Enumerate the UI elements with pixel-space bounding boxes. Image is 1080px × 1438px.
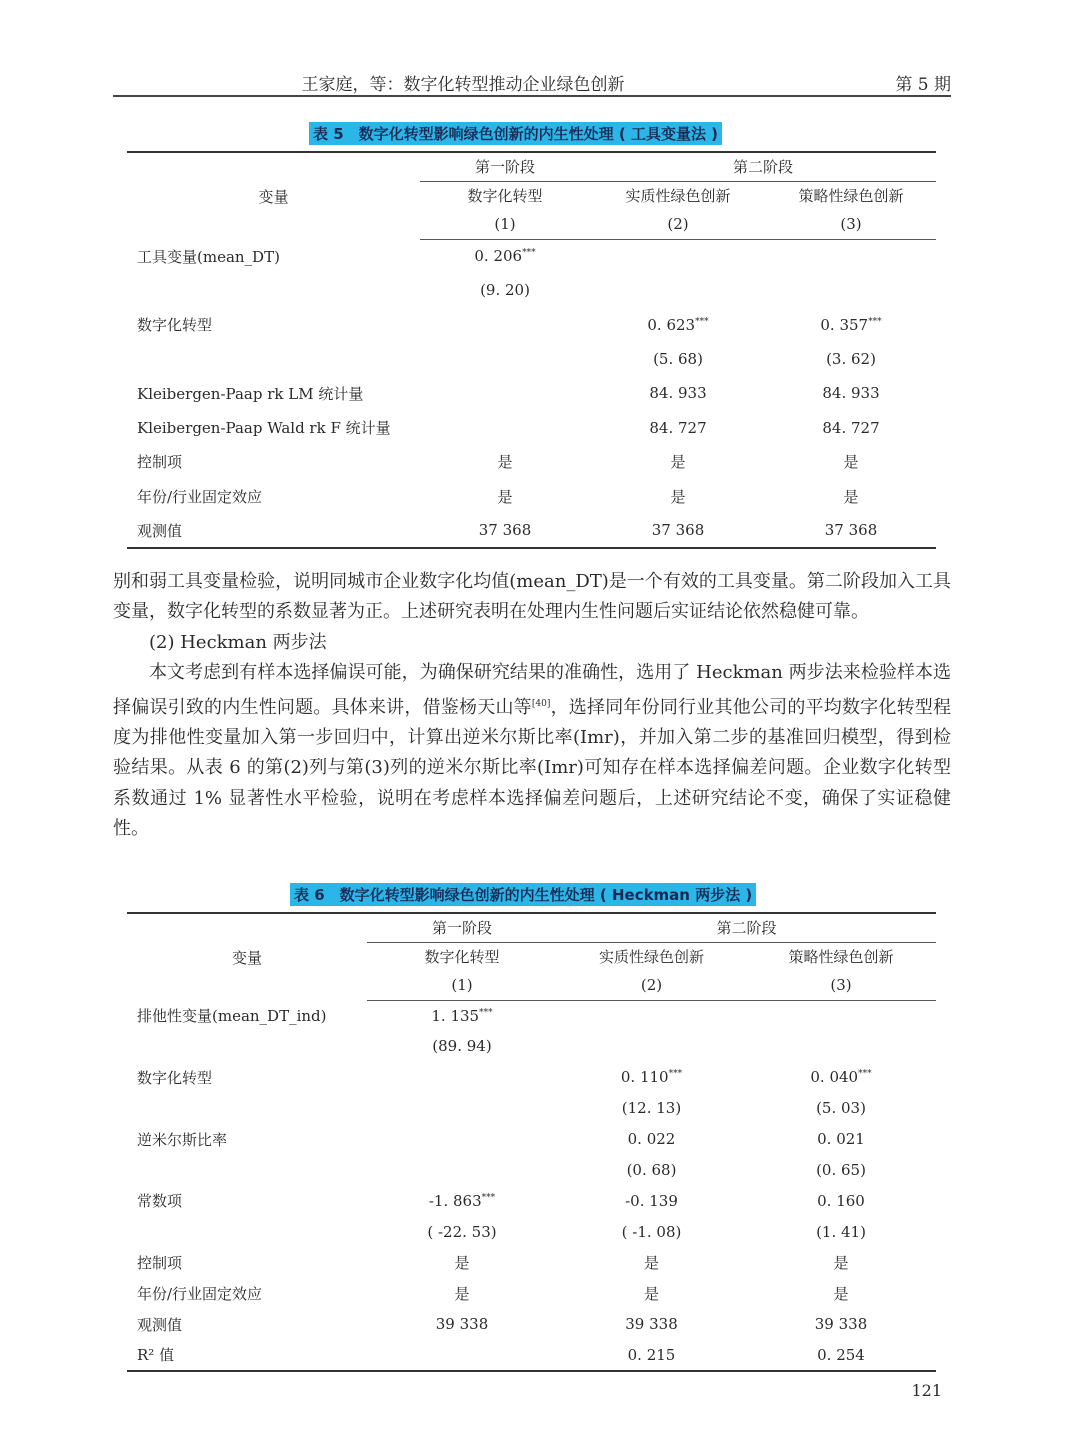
table6-cell-2 bbox=[557, 1124, 746, 1155]
table5-cell-value: 37 368 bbox=[824, 521, 878, 540]
table6-cell-1 bbox=[367, 1185, 557, 1216]
table5-stage1: 第一阶段 bbox=[420, 152, 590, 181]
table5-cell-3 bbox=[766, 445, 936, 479]
table6-caption: 表 6 数字化转型影响绿色创新的内生性处理 ( Heckman 两步法 ) bbox=[290, 883, 756, 906]
table6-cell-value: ( -22. 53) bbox=[427, 1222, 497, 1241]
table6-cell-value: -0. 139 bbox=[625, 1191, 678, 1210]
table5-cell-3 bbox=[766, 376, 936, 410]
table6-cell-2 bbox=[557, 1309, 746, 1340]
section-heading: (2) Heckman 两步法 bbox=[149, 631, 327, 653]
table6-cell-1 bbox=[367, 1062, 557, 1093]
table5-row-label bbox=[127, 273, 420, 307]
table6-cell-value: 39 338 bbox=[625, 1315, 678, 1334]
table5-cell-3 bbox=[766, 513, 936, 547]
table6-cell-value: 是 bbox=[454, 1284, 470, 1303]
table6-cell-2 bbox=[557, 1278, 746, 1309]
table5-cell-value: 是 bbox=[497, 453, 513, 472]
table5-cell-2 bbox=[590, 410, 766, 444]
paragraph-1: 别和弱工具变量检验，说明同城市企业数字化均值(mean_DT)是一个有效的工具变量。第二阶段加入工具变量，数字化转型的系数显著为正。上述研究表明在处理内生性问题后实证结论依然稳健可靠。 bbox=[113, 571, 951, 623]
running-title: 王家庭，等：数字化转型推动企业绿色创新 bbox=[301, 75, 625, 95]
table5-significance-stars: *** bbox=[868, 316, 882, 327]
table6-cell-2 bbox=[557, 1216, 746, 1247]
table5-cell-1 bbox=[420, 376, 590, 410]
table6-cell-value: 39 338 bbox=[814, 1315, 868, 1334]
table6-cell-value: 0. 215 bbox=[627, 1345, 676, 1364]
table6-n3: (3) bbox=[746, 971, 936, 1000]
table6-col1: 数字化转型 bbox=[424, 948, 500, 967]
table6-significance-stars: *** bbox=[479, 1007, 493, 1018]
table6-cell-1 bbox=[367, 1278, 557, 1309]
table6-row bbox=[127, 1309, 936, 1340]
table6-cell-value: 是 bbox=[833, 1284, 849, 1303]
table6-row bbox=[127, 1093, 936, 1124]
table6-col2: 实质性绿色创新 bbox=[598, 948, 704, 967]
table6-cell-3 bbox=[746, 1247, 936, 1278]
table6-cell-1 bbox=[367, 1031, 557, 1062]
table6-cell-1 bbox=[367, 1000, 557, 1031]
table6-cell-value: 0. 040 bbox=[810, 1068, 859, 1087]
table6 bbox=[127, 912, 936, 1372]
table5-row bbox=[127, 513, 936, 547]
table6-n2: (2) bbox=[557, 971, 746, 1000]
table6-cell-3 bbox=[746, 1093, 936, 1124]
table5-col1: 数字化转型 bbox=[467, 187, 543, 206]
table5-row-label bbox=[127, 342, 420, 376]
table5-significance-stars: *** bbox=[522, 248, 536, 259]
table6-row-label: 年份/行业固定效应 bbox=[137, 1284, 263, 1303]
table6-cell-2 bbox=[557, 1154, 746, 1185]
table6-stage1: 第一阶段 bbox=[367, 913, 557, 942]
table6-cell-3 bbox=[746, 1000, 936, 1031]
table5-col3: 策略性绿色创新 bbox=[798, 187, 904, 206]
table5-cell-2 bbox=[590, 273, 766, 307]
table5-stage2: 第二阶段 bbox=[590, 152, 936, 181]
table6-row-label: 数字化转型 bbox=[137, 1068, 213, 1087]
table5-row bbox=[127, 410, 936, 444]
table6-cell-value: 是 bbox=[643, 1284, 659, 1303]
table6-significance-stars: *** bbox=[668, 1069, 683, 1080]
table6-cell-2 bbox=[557, 1062, 746, 1093]
table5-cell-1 bbox=[420, 513, 590, 547]
table6-cell-value: (0. 68) bbox=[626, 1160, 677, 1179]
table5-cell-value: 是 bbox=[497, 487, 513, 506]
table5-row-label: 数字化转型 bbox=[137, 316, 213, 335]
table6-row bbox=[127, 1340, 936, 1371]
table6-cell-2 bbox=[557, 1185, 746, 1216]
table6-row bbox=[127, 1124, 936, 1155]
table5-cell-2 bbox=[590, 308, 766, 342]
table6-row bbox=[127, 1278, 936, 1309]
table5-n3: (3) bbox=[766, 210, 936, 239]
table6-row bbox=[127, 1031, 936, 1062]
table6-cell-1 bbox=[367, 1124, 557, 1155]
table6-cell-value: 0. 254 bbox=[817, 1345, 865, 1364]
table5-row bbox=[127, 273, 936, 307]
table6-cell-value: 0. 110 bbox=[620, 1068, 669, 1087]
table6-row bbox=[127, 1062, 936, 1093]
paragraph-2-part-a: 本文考虑到有样本选择偏误可能，为确保研究结果的准确性，选用了 Heckman 两步法来检验样本选择偏误引致的内生性问题。具体来讲，借鉴杨天山等 bbox=[113, 662, 951, 718]
table5-cell-1 bbox=[420, 273, 590, 307]
table5-cell-value: 是 bbox=[843, 487, 859, 506]
table5-cell-2 bbox=[590, 239, 766, 273]
table6-var-header: 变量 bbox=[127, 913, 367, 1000]
table6-row-label: 排他性变量(mean_DT_ind) bbox=[137, 1006, 327, 1025]
table6-significance-stars: *** bbox=[858, 1069, 872, 1080]
table5-cell-1 bbox=[420, 445, 590, 479]
citation-ref[interactable]: [40] bbox=[531, 698, 551, 709]
table5-cell-1 bbox=[420, 342, 590, 376]
table6-cell-1 bbox=[367, 1309, 557, 1340]
table6-col3: 策略性绿色创新 bbox=[788, 948, 894, 967]
table6-row-label bbox=[127, 1216, 367, 1247]
paragraph-2-part-b: ，选择同年份同行业其他公司的平均数字化转型程度为排他性变量加入第一步回归中，计算出逆米尔斯比率(Imr)，并加入第二步的基准回归模型，得到检验结果。从表 6 的第(2)列与第(3)列的逆米尔斯比率(Imr)可知存在样本选择偏差问题。企业数字化转型系数通过 1% 显著性水平检验，说明在考虑样本选择偏差问题后，上述研究结论不变，确保了实证稳健性。 bbox=[113, 696, 952, 840]
table6-significance-stars: *** bbox=[481, 1192, 496, 1203]
table6-cell-2 bbox=[557, 1000, 746, 1031]
table6-cell-value: (0. 65) bbox=[816, 1160, 866, 1179]
table6-cell-value: 0. 160 bbox=[817, 1191, 865, 1210]
table6-row bbox=[127, 1216, 936, 1247]
table6-row-label: R² 值 bbox=[127, 1340, 367, 1371]
table6-cell-value: -1. 863 bbox=[428, 1191, 482, 1210]
table6-cell-value: 是 bbox=[833, 1254, 849, 1273]
table5-col2: 实质性绿色创新 bbox=[625, 187, 731, 206]
table5-cell-3 bbox=[766, 410, 936, 444]
table5-cell-value: 是 bbox=[843, 453, 859, 472]
table5-cell-1 bbox=[420, 239, 590, 273]
table5-row-label: 年份/行业固定效应 bbox=[137, 487, 263, 506]
table5-cell-1 bbox=[420, 410, 590, 444]
table5-row-label: 控制项 bbox=[137, 453, 183, 472]
table6-cell-value: (12. 13) bbox=[621, 1099, 682, 1118]
table6-cell-value: (5. 03) bbox=[816, 1099, 866, 1118]
table5-row-label: Kleibergen-Paap Wald rk F 统计量 bbox=[137, 419, 391, 438]
table6-cell-value: 是 bbox=[454, 1254, 470, 1273]
table6-cell-2 bbox=[557, 1031, 746, 1062]
page-number: 121 bbox=[911, 1381, 942, 1400]
table5-cell-value: (9. 20) bbox=[480, 281, 530, 300]
table6-stage2: 第二阶段 bbox=[557, 913, 936, 942]
table6-cell-value: 0. 022 bbox=[627, 1130, 676, 1148]
table5-row bbox=[127, 445, 936, 479]
table6-cell-value: 39 338 bbox=[435, 1315, 489, 1334]
table5-row bbox=[127, 376, 936, 410]
table5-cell-3 bbox=[766, 342, 936, 376]
table6-row bbox=[127, 1000, 936, 1031]
table6-cell-1 bbox=[367, 1093, 557, 1124]
table5-cell-value: 84. 727 bbox=[649, 418, 707, 437]
table6-row-label: 控制项 bbox=[137, 1254, 183, 1273]
table5-cell-value: 84. 933 bbox=[649, 384, 707, 403]
body-text bbox=[113, 567, 951, 845]
table5-row bbox=[127, 308, 936, 342]
table5-cell-3 bbox=[766, 273, 936, 307]
table5-cell-value: 0. 206 bbox=[474, 247, 523, 266]
table6-row-label: 观测值 bbox=[137, 1315, 183, 1334]
table5-row-label: Kleibergen-Paap rk LM 统计量 bbox=[137, 384, 364, 403]
table5-row-label: 观测值 bbox=[127, 513, 420, 547]
table5-cell-3 bbox=[766, 479, 936, 513]
table5-row-label: 工具变量(mean_DT) bbox=[137, 247, 280, 266]
header-rule bbox=[113, 95, 951, 97]
table5-cell-3 bbox=[766, 308, 936, 342]
table5-row bbox=[127, 239, 936, 273]
table5-significance-stars: *** bbox=[695, 316, 709, 327]
table6-cell-value: (89. 94) bbox=[432, 1037, 492, 1056]
table5-var-header: 变量 bbox=[127, 152, 420, 239]
table6-cell-value: ( -1. 08) bbox=[621, 1222, 682, 1241]
table5-cell-2 bbox=[590, 445, 766, 479]
table5-cell-value: 37 368 bbox=[651, 521, 705, 540]
table5-cell-2 bbox=[590, 513, 766, 547]
table5-row bbox=[127, 479, 936, 513]
table5-cell-2 bbox=[590, 342, 766, 376]
table5-cell-value: (5. 68) bbox=[653, 350, 703, 369]
table6-cell-3 bbox=[746, 1216, 936, 1247]
table6-cell-2 bbox=[557, 1247, 746, 1278]
table6-cell-1 bbox=[367, 1216, 557, 1247]
table6-body bbox=[127, 1000, 936, 1371]
table6-row bbox=[127, 1154, 936, 1185]
table6-row bbox=[127, 1247, 936, 1278]
running-header bbox=[113, 66, 951, 94]
table5-row bbox=[127, 342, 936, 376]
table6-cell-3 bbox=[746, 1124, 936, 1155]
table6-cell-value: 0. 021 bbox=[817, 1130, 865, 1148]
table6-cell-value: 是 bbox=[643, 1254, 659, 1273]
table6-cell-3 bbox=[746, 1185, 936, 1216]
table6-cell-1 bbox=[367, 1340, 557, 1371]
table5-caption: 表 5 数字化转型影响绿色创新的内生性处理 ( 工具变量法 ) bbox=[309, 122, 722, 145]
table5-cell-2 bbox=[590, 376, 766, 410]
table6-cell-value: (1. 41) bbox=[816, 1222, 866, 1241]
table6-cell-3 bbox=[746, 1278, 936, 1309]
table5-n2: (2) bbox=[590, 210, 766, 239]
table5-cell-value: 是 bbox=[670, 487, 686, 506]
table5-cell-3 bbox=[766, 239, 936, 273]
table6-n1: (1) bbox=[367, 971, 557, 1000]
table6-row-label bbox=[127, 1031, 367, 1062]
table6-row-label: 逆米尔斯比率 bbox=[137, 1130, 228, 1149]
table6-cell-2 bbox=[557, 1093, 746, 1124]
table6-cell-value: 1. 135 bbox=[431, 1006, 480, 1025]
table6-row bbox=[127, 1185, 936, 1216]
table5-cell-1 bbox=[420, 479, 590, 513]
table6-row-label: 常数项 bbox=[137, 1192, 183, 1211]
table5-body bbox=[127, 239, 936, 548]
table5-cell-value: 37 368 bbox=[478, 521, 532, 540]
table5-cell-value: 84. 727 bbox=[822, 418, 880, 437]
table6-row-label bbox=[127, 1154, 367, 1185]
table5-cell-value: 是 bbox=[670, 453, 686, 472]
table6-cell-1 bbox=[367, 1154, 557, 1185]
table5-cell-value: 84. 933 bbox=[822, 384, 880, 403]
table6-cell-3 bbox=[746, 1309, 936, 1340]
table6-cell-3 bbox=[746, 1154, 936, 1185]
table5-n1: (1) bbox=[420, 210, 590, 239]
table6-cell-3 bbox=[746, 1031, 936, 1062]
table5 bbox=[127, 151, 936, 549]
table6-cell-1 bbox=[367, 1247, 557, 1278]
table5-cell-1 bbox=[420, 308, 590, 342]
table6-cell-3 bbox=[746, 1340, 936, 1371]
table5-cell-value: (3. 62) bbox=[826, 350, 876, 369]
table5-cell-value: 0. 357 bbox=[820, 315, 869, 334]
table6-row-label bbox=[127, 1093, 367, 1124]
issue-number: 第 5 期 bbox=[895, 75, 951, 95]
table6-cell-3 bbox=[746, 1062, 936, 1093]
paragraph-2 bbox=[113, 658, 951, 844]
table5-cell-2 bbox=[590, 479, 766, 513]
table6-cell-2 bbox=[557, 1340, 746, 1371]
table5-cell-value: 0. 623 bbox=[647, 315, 696, 334]
